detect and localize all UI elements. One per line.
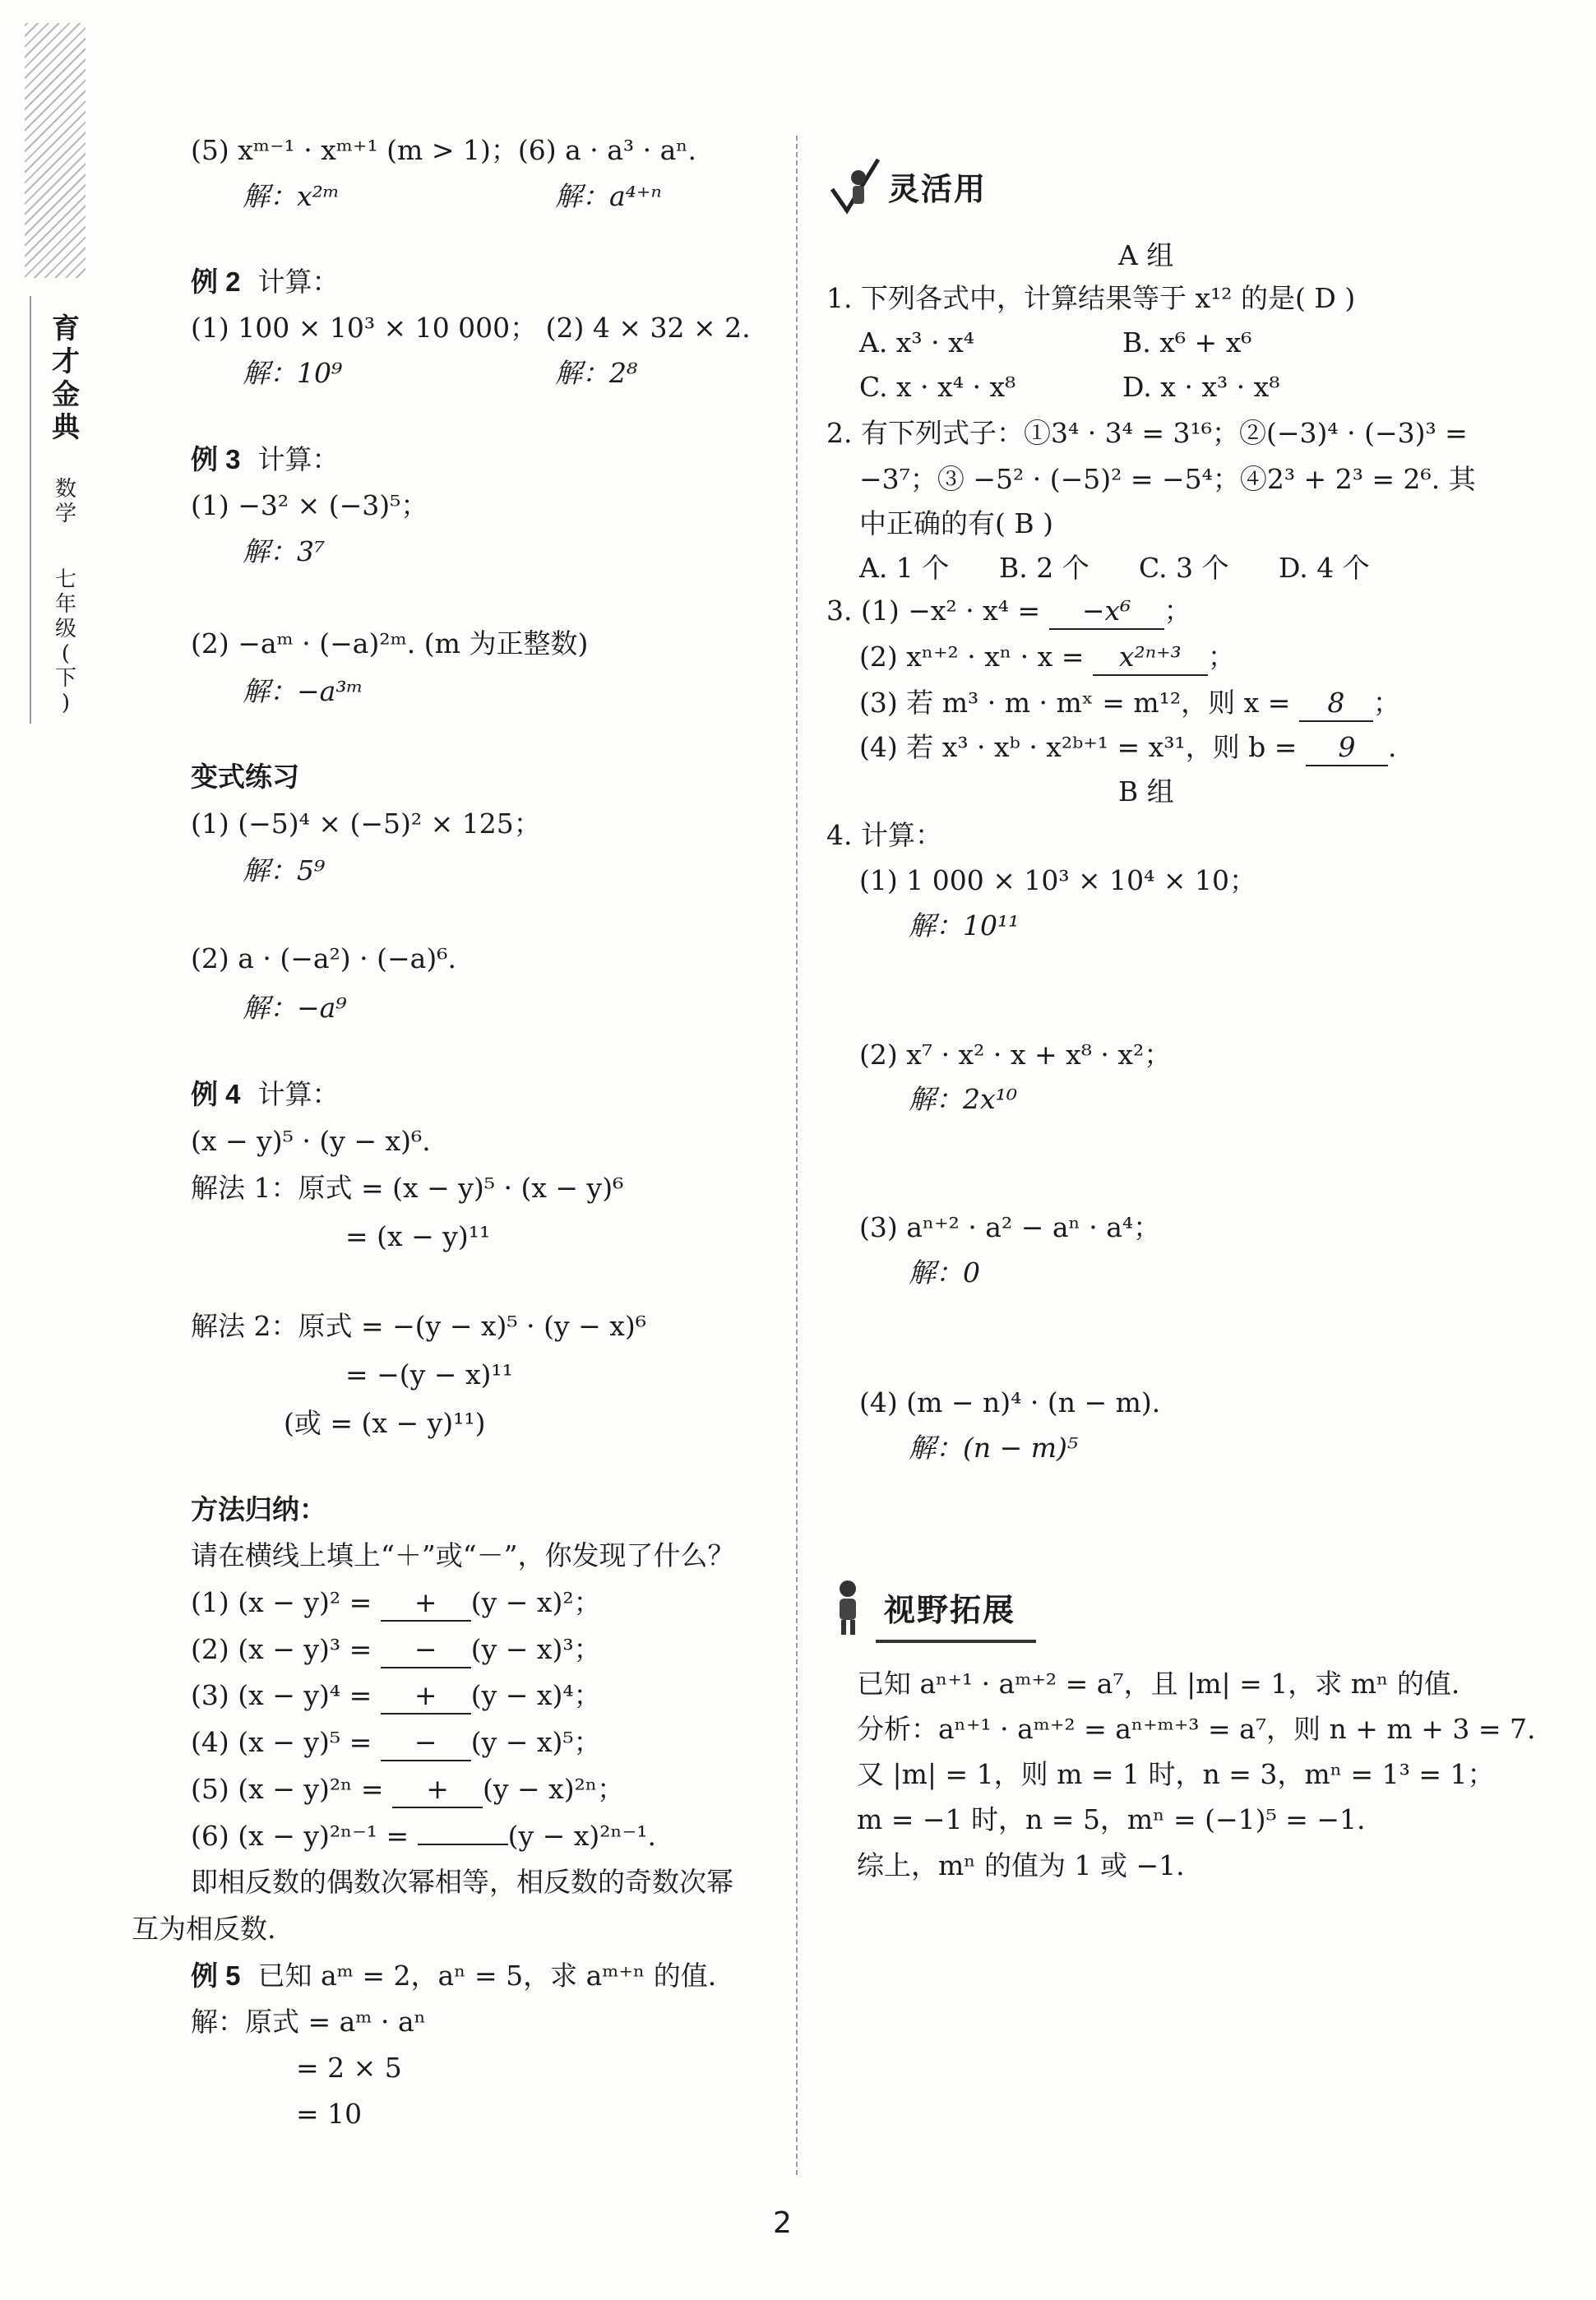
row-expression: (y − x)⁴； (470, 1679, 601, 1711)
answer: 解：10¹¹ (909, 909, 1020, 942)
fill-blank[interactable]: − (381, 1725, 471, 1761)
group-label: A 组 (1118, 239, 1174, 271)
question: 4. 计算： (826, 819, 942, 851)
method-row (191, 1772, 624, 1808)
problem-line: (3) aⁿ⁺² · a² − aⁿ · a⁴； (859, 1211, 1161, 1243)
sidebar-rule (30, 296, 31, 724)
answer: 解：0 (909, 1256, 980, 1289)
example-heading (191, 1077, 340, 1112)
option: D. x · x³ · x⁸ (1122, 371, 1280, 403)
subject-char: 学 (54, 502, 76, 526)
row-expression: (y − x)⁵； (470, 1726, 601, 1758)
subject-char: 数 (54, 477, 76, 502)
answer: 解：3⁷ (243, 535, 326, 567)
solution-line: 解法 2：原式 = −(y − x)⁵ · (y − x)⁶ (191, 1310, 646, 1342)
example-heading (191, 442, 340, 477)
row-expression: (6) (x − y)²ⁿ⁻¹ = (191, 1820, 418, 1852)
answer: 解：5⁹ (243, 854, 326, 886)
title-char: 育 (52, 312, 80, 345)
fill-blank[interactable]: + (381, 1585, 471, 1622)
grade-char: 下 (54, 666, 76, 691)
banner-title: 灵活用 (888, 170, 988, 207)
sidebar-stripe-decoration (25, 23, 86, 278)
fill-blank[interactable]: + (381, 1678, 471, 1715)
option: B. 2 个 (999, 552, 1089, 584)
solution-line: 解法 1：原式 = (x − y)⁵ · (x − y)⁶ (191, 1172, 624, 1204)
row-expression: (y − x)²ⁿ； (483, 1773, 625, 1805)
row-expression: (2) xⁿ⁺² · xⁿ · x = (859, 641, 1093, 673)
option: D. 4 个 (1279, 552, 1370, 584)
example-text: 计算： (257, 443, 340, 475)
example-heading (191, 1959, 716, 1993)
row-expression: (4) (x − y)⁵ = (191, 1726, 381, 1758)
answer: 解：(n − m)⁵ (909, 1432, 1079, 1464)
fill-blank[interactable]: 9 (1306, 730, 1388, 766)
problem-line: (2) x⁷ · x² · x + x⁸ · x²； (859, 1039, 1172, 1071)
example-label: 例 4 (191, 1079, 241, 1109)
question: 2. 有下列式子：①3⁴ · 3⁴ = 3¹⁶；②(−3)⁴ · (−3)³ = (826, 417, 1468, 449)
q3-row (826, 594, 1191, 630)
answer: 解：x²ᵐ (243, 180, 340, 212)
group-label: B 组 (1118, 775, 1174, 808)
method-row (191, 1632, 601, 1668)
example-heading (191, 265, 340, 299)
banner-title: 视野拓展 (884, 1591, 1016, 1628)
option: C. x · x⁴ · x⁸ (859, 371, 1016, 403)
method-row (191, 1725, 601, 1761)
banner-underline (876, 1640, 1036, 1643)
section-title: 变式练习 (191, 761, 299, 793)
row-expression: (y − x)²ⁿ⁻¹. (507, 1820, 656, 1852)
section-title: 方法归纳： (191, 1493, 326, 1525)
problem-line: (1) 100 × 10³ × 10 000； (2) 4 × 32 × 2. (191, 312, 751, 344)
row-expression: ； (1372, 687, 1400, 719)
fill-blank[interactable]: x²ⁿ⁺³ (1093, 640, 1208, 676)
q3-row (859, 686, 1400, 722)
solution-line: = 2 × 5 (296, 2052, 402, 2084)
extension-line: 已知 aⁿ⁺¹ · aᵐ⁺² = a⁷，且 |m| = 1，求 mⁿ 的值. (857, 1668, 1460, 1700)
title-char: 金 (52, 378, 80, 411)
conclusion-line: 即相反数的偶数次幂相等，相反数的奇数次幂 (191, 1866, 733, 1898)
section-banner-extension (826, 1577, 1015, 1636)
book-series-title (49, 312, 82, 444)
answer: 解：10⁹ (243, 357, 343, 389)
fill-blank[interactable]: −x⁶ (1049, 594, 1164, 630)
problem-line: (1) 1 000 × 10³ × 10⁴ × 10； (859, 864, 1257, 896)
method-row (191, 1678, 601, 1715)
row-expression: ； (1163, 595, 1191, 627)
extension-line: m = −1 时，n = 5，mⁿ = (−1)⁵ = −1. (857, 1803, 1366, 1835)
fill-blank[interactable]: 8 (1299, 686, 1373, 722)
example-label: 例 2 (191, 266, 241, 297)
title-char: 才 (52, 345, 80, 378)
row-expression: (2) (x − y)³ = (191, 1633, 381, 1665)
q3-row (859, 640, 1235, 676)
example-text: 计算： (257, 266, 340, 298)
figure-icon (830, 156, 881, 215)
row-expression: (5) (x − y)²ⁿ = (191, 1773, 393, 1805)
row-expression: (y − x)²； (470, 1586, 601, 1618)
problem-line: (1) (−5)⁴ × (−5)² × 125； (191, 808, 541, 840)
answer: 解：a⁴⁺ⁿ (555, 180, 662, 212)
problem-line: (5) xᵐ⁻¹ · xᵐ⁺¹ (m > 1)；(6) a · a³ · aⁿ. (191, 134, 697, 166)
example-label: 例 5 (191, 1960, 241, 1991)
grade-label (51, 567, 81, 715)
grade-char: ( (61, 641, 71, 666)
problem-line: (4) (m − n)⁴ · (n − m). (859, 1386, 1161, 1418)
extension-line: 又 |m| = 1，则 m = 1 时，n = 3，mⁿ = 1³ = 1； (857, 1758, 1495, 1790)
problem-line: (2) a · (−a²) · (−a)⁶. (191, 942, 456, 974)
row-expression: (1) (x − y)² = (191, 1586, 381, 1618)
method-row (191, 1819, 656, 1853)
option: A. x³ · x⁴ (859, 326, 974, 359)
grade-char: 七 (54, 567, 76, 592)
row-expression: (3) 若 m³ · m · mˣ = m¹²，则 x = (859, 687, 1299, 719)
answer: 解：2⁸ (555, 357, 638, 389)
example-text: 已知 aᵐ = 2，aⁿ = 5，求 aᵐ⁺ⁿ 的值. (257, 1960, 717, 1992)
grade-char: 年 (54, 592, 76, 617)
grade-char: 级 (54, 617, 76, 641)
page-number: 2 (773, 2206, 792, 2240)
question: 1. 下列各式中，计算结果等于 x¹² 的是( D ) (826, 282, 1356, 314)
problem-line: (2) −aᵐ · (−a)²ᵐ. (m 为正整数) (191, 627, 589, 659)
fill-blank[interactable]: − (381, 1632, 471, 1668)
row-expression: (4) 若 x³ · xᵇ · x²ᵇ⁺¹ = x³¹，则 b = (859, 731, 1306, 763)
question-cont: −3⁷；③ −5² · (−5)² = −5⁴；④2³ + 2³ = 2⁶. 其 (859, 463, 1476, 495)
solution-line: (或 = (x − y)¹¹) (284, 1407, 486, 1439)
instruction: 请在横线上填上“＋”或“－”，你发现了什么？ (191, 1539, 735, 1571)
solution-line: = −(y − x)¹¹ (345, 1358, 513, 1391)
q3-row (859, 730, 1396, 766)
extension-line: 综上，mⁿ 的值为 1 或 −1. (857, 1849, 1185, 1881)
problem-line: (1) −3² × (−3)⁵； (191, 489, 428, 521)
row-expression: . (1387, 731, 1397, 763)
row-expression: ； (1207, 641, 1235, 673)
question-cont: 中正确的有( B ) (859, 507, 1053, 539)
method-row (191, 1585, 601, 1622)
solution-line: 解：原式 = aᵐ · aⁿ (191, 2006, 426, 2038)
answer: 解：2x¹⁰ (909, 1083, 1018, 1115)
subject-label (51, 477, 81, 526)
conclusion-line: 互为相反数. (132, 1913, 276, 1945)
option: B. x⁶ + x⁶ (1122, 326, 1252, 359)
column-divider (796, 136, 798, 2175)
row-expression: (y − x)³； (470, 1633, 601, 1665)
figure-icon (826, 1577, 877, 1636)
option: C. 3 个 (1139, 552, 1229, 584)
fill-blank[interactable] (418, 1844, 508, 1845)
fill-blank[interactable]: + (392, 1772, 483, 1808)
solution-line: = (x − y)¹¹ (345, 1220, 491, 1252)
example-text: 计算： (257, 1078, 340, 1110)
extension-line: 分析：aⁿ⁺¹ · aᵐ⁺² = aⁿ⁺ᵐ⁺³ = a⁷，则 n + m + 3 = 7. (857, 1713, 1536, 1745)
row-expression: (3) (x − y)⁴ = (191, 1679, 381, 1711)
section-banner-flexible-use (830, 156, 987, 215)
answer: 解：−a³ᵐ (243, 675, 363, 707)
option: A. 1 个 (859, 552, 950, 584)
grade-char: ) (61, 691, 71, 715)
problem-line: (x − y)⁵ · (y − x)⁶. (191, 1125, 431, 1157)
row-expression: 3. (1) −x² · x⁴ = (826, 595, 1049, 627)
answer: 解：−a⁹ (243, 992, 347, 1024)
solution-line: = 10 (296, 2098, 363, 2130)
example-label: 例 3 (191, 444, 241, 474)
title-char: 典 (52, 411, 80, 444)
